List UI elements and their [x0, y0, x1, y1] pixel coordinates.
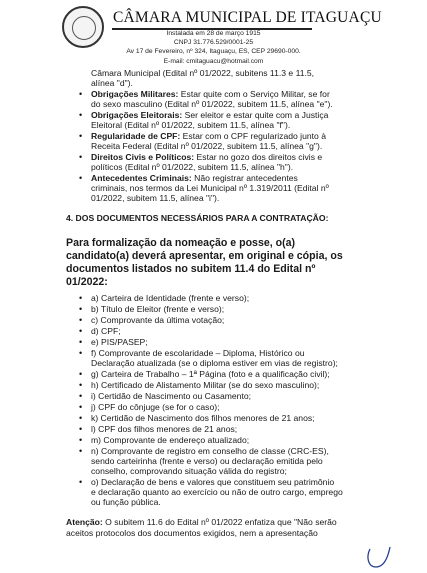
attention-line-2: aceitos protocolos dos documentos exigidos, nem a apresentação: [66, 528, 318, 538]
bullet-dot: •: [79, 152, 83, 162]
list-item-cont: sendo carteirinha (frente e verso) ou declaração emitida pelo: [91, 456, 323, 466]
list-item: Direitos Civis e Políticos: Estar no gozo dos direitos civis e: [91, 152, 323, 162]
header-address: Av 17 de Fevereiro, nº 324, Itaguaçu, ES, CEP 29690-000.: [126, 48, 301, 55]
list-item-cont: 01/2022, subitem 11.5, alínea "i").: [91, 193, 220, 203]
list-item: n) Comprovante de registro em conselho de classe (CRC-ES),: [91, 446, 329, 456]
header-email: E-mail: cmitaguacu@hotmail.com: [163, 58, 264, 65]
intro-line-1: Câmara Municipal (Edital nº 01/2022, subitens 11.3 e 11.5,: [91, 68, 315, 78]
bullet-dot: •: [79, 293, 83, 303]
bullet-dot: •: [79, 424, 83, 434]
bullet-dot: •: [79, 315, 83, 325]
bullet-dot: •: [79, 131, 83, 141]
bullet-dot: •: [79, 326, 83, 336]
list-item: b) Título de Eleitor (frente e verso);: [91, 304, 225, 314]
lead-line-4: 01/2022:: [66, 276, 108, 288]
chamber-title: CÂMARA MUNICIPAL DE ITAGUAÇU: [113, 9, 382, 26]
bullet-dot: •: [79, 369, 83, 379]
list-item: Obrigações Militares: Estar quite com o Serviço Militar, se for: [91, 89, 330, 99]
list-item: k) Certidão de Nascimento dos filhos menores de 21 anos;: [91, 413, 315, 423]
list-item-cont: políticos (Edital nº 01/2022, subitem 11.5, alínea "h").: [91, 162, 294, 172]
header-cnpj: CNPJ 31.776.529/0001-25: [173, 39, 254, 46]
list-item: d) CPF;: [91, 326, 121, 336]
bullet-dot: •: [79, 89, 83, 99]
bullet-dot: •: [79, 391, 83, 401]
bullet-dot: •: [79, 173, 83, 183]
list-item-cont: criminais, nos termos da Lei Municipal nº 1.319/2011 (Edital nº: [91, 183, 329, 193]
header-founded: Instalada em 28 de março 1915: [166, 30, 261, 37]
lead-line-3: documentos listados no subitem 11.4 do Edital nº: [66, 263, 316, 275]
list-item-cont: conselho, comprovando situação válida do registro;: [91, 466, 287, 476]
list-item: Obrigações Eleitorais: Ser eleitor e estar quite com a Justiça: [91, 110, 329, 120]
attention-line-1: Atenção: O subitem 11.6 do Edital nº 01/2022 enfatiza que "Não serão: [66, 517, 337, 527]
intro-line-2: alínea "d").: [91, 78, 133, 88]
bullet-dot: •: [79, 337, 83, 347]
list-item: o) Declaração de bens e valores que constituem seu patrimônio: [91, 477, 335, 487]
lead-line-2: candidato(a) deverá apresentar, em original e cópia, os: [66, 250, 343, 262]
list-item: l) CPF dos filhos menores de 21 anos;: [91, 424, 238, 434]
list-item: f) Comprovante de escolaridade – Diploma, Histórico ou: [91, 348, 305, 358]
list-item-cont: do sexo masculino (Edital nº 01/2022, subitem 11.5, alínea "e").: [91, 99, 333, 109]
list-item: m) Comprovante de endereço atualizado;: [91, 435, 250, 445]
letterhead: [0, 0, 427, 68]
list-item-cont: Declaração atualizada (se o diploma estiver em vias de registro);: [91, 358, 338, 368]
list-item: Regularidade de CPF: Estar com o CPF regularizado junto à: [91, 131, 326, 141]
list-item-cont: e declaração quanto ao exercício ou não de outro cargo, emprego: [91, 487, 343, 497]
list-item: i) Certidão de Nascimento ou Casamento;: [91, 391, 252, 401]
list-item: h) Certificado de Alistamento Militar (se do sexo masculino);: [91, 380, 320, 390]
section-title: 4. DOS DOCUMENTOS NECESSÁRIOS PARA A CONTRATAÇÃO:: [66, 213, 329, 223]
bullet-dot: •: [79, 446, 83, 456]
bullet-dot: •: [79, 402, 83, 412]
list-item: j) CPF do cônjuge (se for o caso);: [91, 402, 220, 412]
bullet-dot: •: [79, 304, 83, 314]
list-item: c) Comprovante da última votação;: [91, 315, 225, 325]
list-item: Antecedentes Criminais: Não registrar antecedentes: [91, 173, 298, 183]
list-item: g) Carteira de Trabalho – 1ª Página (foto e a qualificação civil);: [91, 369, 330, 379]
bullet-dot: •: [79, 380, 83, 390]
list-item: e) PIS/PASEP;: [91, 337, 148, 347]
handwritten-initial-mark: [360, 543, 410, 571]
lead-line-1: Para formalização da nomeação e posse, o(a): [66, 237, 296, 249]
list-item-cont: Receita Federal (Edital nº 01/2022, subitem 11.5, alínea "g").: [91, 141, 323, 151]
list-item-cont: ou função pública.: [91, 497, 161, 507]
list-item: a) Carteira de Identidade (frente e verso);: [91, 293, 250, 303]
bullet-dot: •: [79, 435, 83, 445]
bullet-dot: •: [79, 477, 83, 487]
bullet-dot: •: [79, 413, 83, 423]
bullet-dot: •: [79, 110, 83, 120]
list-item-cont: Eleitoral (Edital nº 01/2022, subitem 11.5, alínea "f").: [91, 120, 291, 130]
bullet-dot: •: [79, 348, 83, 358]
